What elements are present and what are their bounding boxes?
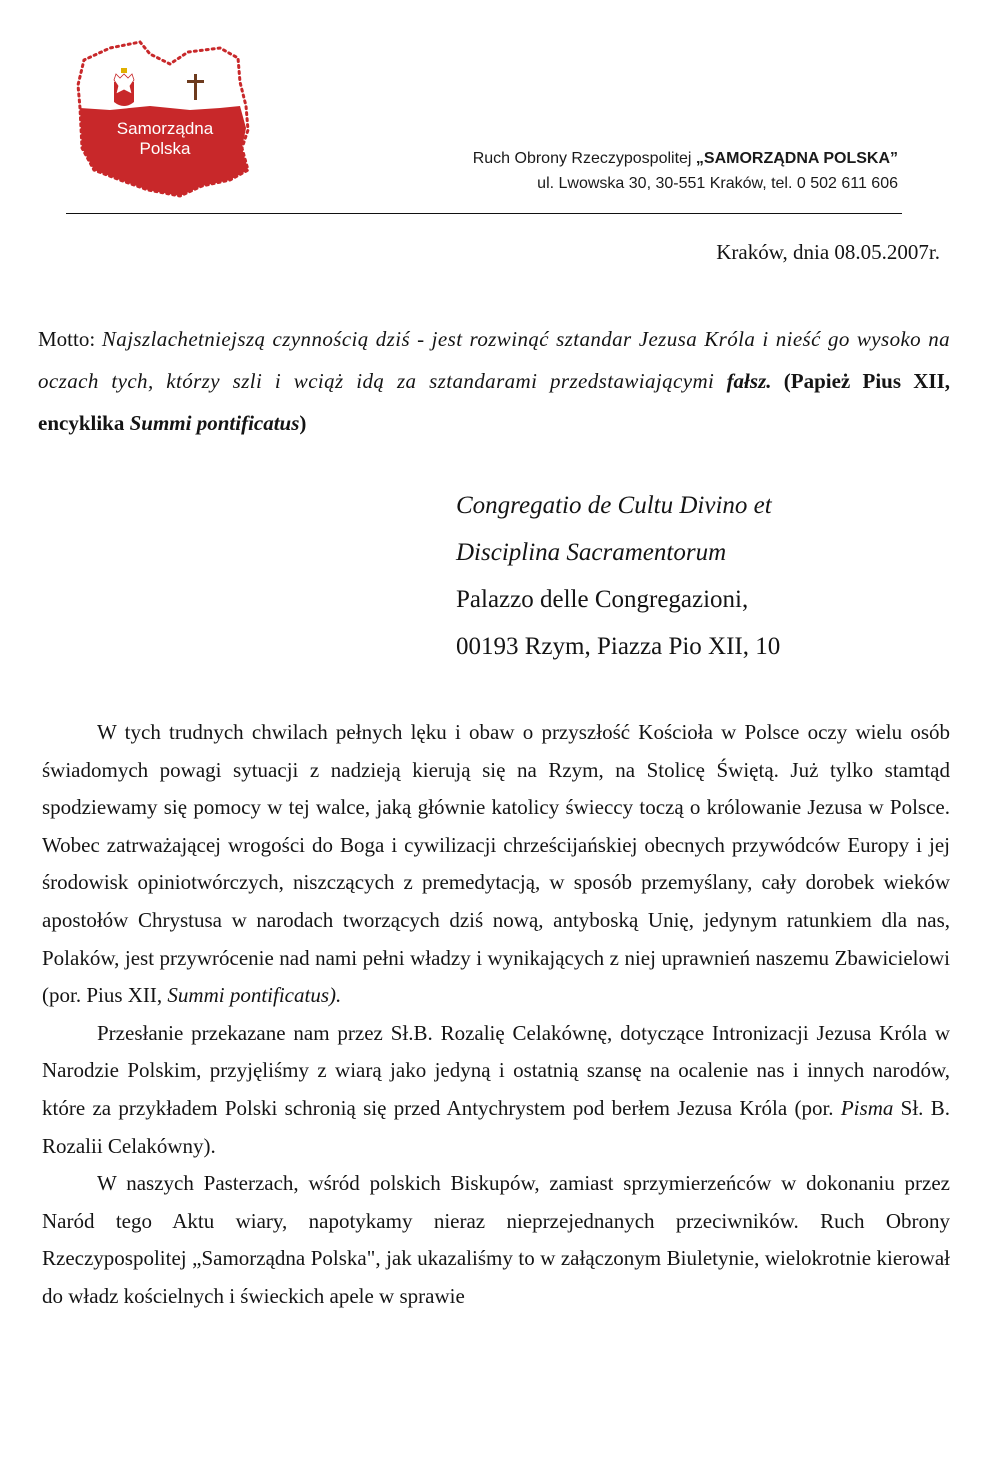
motto-quote: Najszlachetniejszą czynnością dziś - jest rozwinąć sztandar Jezusa Króla i nieść go wysoko na oczach tych, którzy szli i wciąż idą za sztandarami przedstawiającymi xyxy=(38,327,950,393)
cross-icon xyxy=(187,74,204,100)
letter-body xyxy=(42,714,950,1316)
motto-label: Motto: xyxy=(38,327,102,351)
letterhead-address: ul. Lwowska 30, 30-551 Kraków, tel. 0 502 611 606 xyxy=(537,175,898,192)
motto-source-suffix: ) xyxy=(299,411,307,435)
recipient-line2: Disciplina Sacramentorum xyxy=(456,539,727,566)
header-divider xyxy=(66,213,902,214)
eagle-icon xyxy=(114,68,134,106)
paragraph-1 xyxy=(42,714,950,1015)
paragraph-3 xyxy=(42,1165,950,1315)
paragraph-1-citation: Summi pontificatus). xyxy=(167,983,342,1008)
org-name-bold: „SAMORZĄDNA POLSKA” xyxy=(695,150,898,167)
motto xyxy=(38,318,950,444)
paragraph-3-text: W naszych Pasterzach, wśród polskich Biskupów, zamiast sprzymierzeńców w dokonaniu przez Naród tego Aktu wiary, napotykamy nieraz nieprzejednanych przeciwników. Ruch Obrony Rzeczypospolitej „Samorządna Polska", jak ukazaliśmy to w załączonym Biuletynie, wielokrotnie kierował do władz kościelnych i świeckich apele w sprawie xyxy=(42,1171,950,1308)
paragraph-2-end: Sł. B. Rozalii Celakówny). xyxy=(42,1095,950,1158)
paragraph-1-text: W tych trudnych chwilach pełnych lęku i obaw o przyszłość Kościoła w Polsce oczy wielu osób świadomych powagi sytuacji z nadzieją kierują się na Rzym, na Stolicę Świętą. Już tylko stamtąd spodziewamy się pomocy w tej walce, jaką głównie katolicy świeccy toczą o królowanie Jezusa w Polsce. Wobec zatrważającej wrogości do Boga i cywilizacji chrześcijańskiej obecnych przywódców Europy i jej środowisk opiniotwórczych, niszczących z premedytacją, w sposób przemyślany, cały dorobek wieków apostołów Chrystusa w narodach tworzących dziś nową, antyboską Unię, jedynym ratunkiem dla nas, Polaków, jest przywrócenie nad nami pełni władzy i wynikających z niej uprawnień naszemu Zbawicielowi (por. Pius XII, xyxy=(42,720,950,1008)
motto-quote-end: fałsz. xyxy=(726,369,772,393)
motto-source-prefix: (Papież Pius XII, encyklika xyxy=(38,369,951,435)
motto-source-title: Summi pontificatus xyxy=(129,411,300,435)
recipient-address xyxy=(456,482,780,670)
paragraph-2-text: Przesłanie przekazane nam przez Sł.B. Rozalię Celakównę, dotyczące Intronizacji Jezusa Króla w Narodzie Polskim, przyjęliśmy z wiarą jako jedyną i ostatnią szansę na ocalenie nas i innych narodów, które za przykładem Polski schronią się przed Antychrystem pod berłem Jezusa Króla (por. xyxy=(42,1020,950,1120)
org-name-prefix: Ruch Obrony Rzeczypospolitej xyxy=(472,150,696,167)
letter-date: Kraków, dnia 08.05.2007r. xyxy=(716,240,940,264)
logo-text-line2: Polska xyxy=(139,139,191,158)
logo-text-line1: Samorządna xyxy=(116,119,214,138)
organization-logo xyxy=(70,30,265,205)
recipient-line1: Congregatio de Cultu Divino et xyxy=(456,492,772,519)
paragraph-2 xyxy=(42,1015,950,1165)
paragraph-2-citation: Pisma xyxy=(840,1095,894,1120)
recipient-line3: Palazzo delle Congregazioni, xyxy=(456,586,749,613)
letterhead-org-name xyxy=(473,150,898,168)
recipient-line4: 00193 Rzym, Piazza Pio XII, 10 xyxy=(456,633,781,660)
